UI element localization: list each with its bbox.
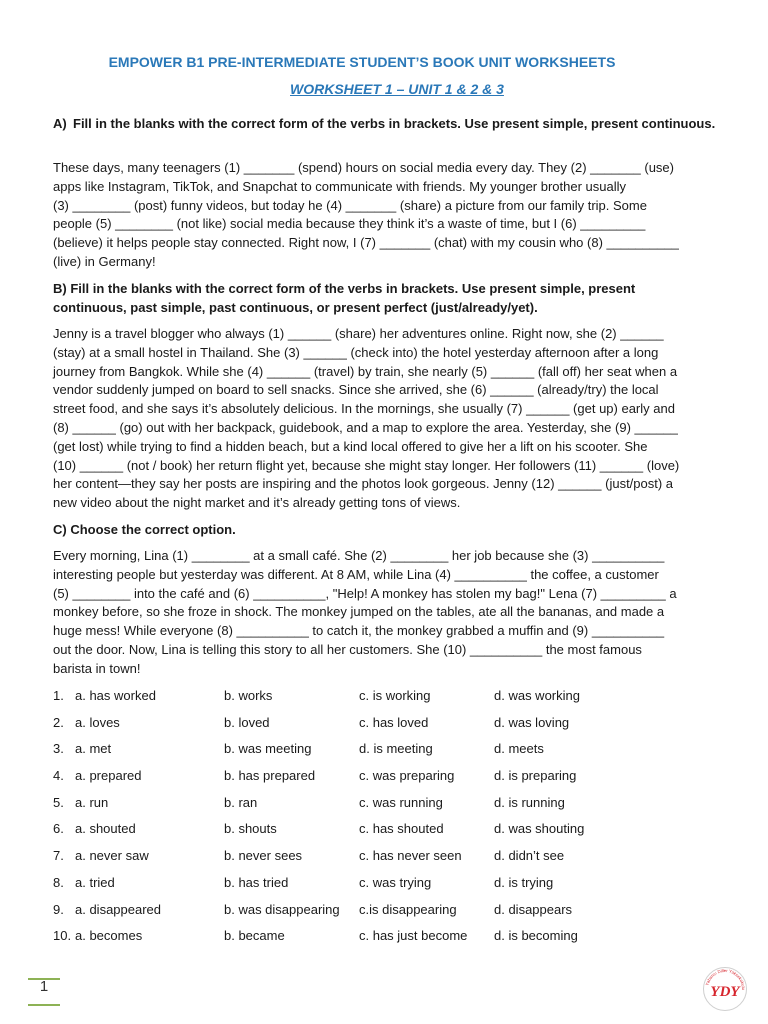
section-a-label: A) (53, 116, 67, 131)
option-number: 9. (53, 901, 64, 917)
option-b: b. became (224, 928, 285, 944)
section-b-line: (8) ______ (go) out with her backpack, guidebook, and a map to explore the area. Yesterday, she (9) ______ (53, 419, 678, 435)
section-b-line: journey from Bangkok. While she (4) ______ (travel) by train, she nearly (5) ______ (fall off) her seat when a (53, 363, 678, 379)
option-row (53, 901, 713, 928)
option-a: a. prepared (75, 768, 142, 784)
section-a-line: (3) ________ (post) funny videos, but today he (4) _______ (share) a picture from our family trip. Some (53, 197, 647, 213)
section-a-instruction: Fill in the blanks with the correct form of the verbs in brackets. Use present simple, present continuous. (73, 116, 716, 131)
section-c-paragraph (53, 547, 725, 679)
section-b-heading (53, 280, 725, 318)
option-b: b. never sees (224, 848, 303, 864)
option-number: 8. (53, 874, 64, 890)
option-number: 5. (53, 794, 64, 810)
option-d: d. is running (494, 794, 565, 810)
option-b: b. was disappearing (224, 901, 340, 917)
document-title (0, 54, 724, 70)
ydy-logo-icon (702, 966, 748, 1012)
logo-ring-text: Yabancı Diller Yüksekokulu (704, 967, 747, 990)
option-a: a. never saw (75, 848, 149, 864)
option-d: d. was working (494, 688, 580, 703)
section-c-line: huge mess! While everyone (8) __________ to catch it, the monkey grabbed a muffin and (9) __________ (53, 623, 665, 639)
option-b: b. has tried (224, 874, 289, 890)
option-d: d. meets (494, 741, 544, 757)
option-a: a. loves (75, 714, 120, 730)
option-c: c. has just become (359, 928, 468, 944)
section-a-line: These days, many teenagers (1) _______ (spend) hours on social media every day. They (2) _______ (use) (53, 160, 674, 175)
document-title-text: EMPOWER B1 PRE-INTERMEDIATE STUDENT’S BOOK UNIT WORKSHEETS (108, 54, 616, 70)
section-b-line: street food, and she says it’s absolutely delicious. In the mornings, she usually (7) ______ (get up) early and (53, 401, 675, 417)
option-d: d. is trying (494, 874, 554, 890)
option-c: c. has loved (359, 714, 429, 730)
option-row (53, 740, 713, 767)
option-d: d. is preparing (494, 768, 577, 784)
option-number: 2. (53, 714, 64, 730)
section-a-line: apps like Instagram, TikTok, and Snapchat to communicate with friends. My younger brother usually (53, 178, 627, 194)
option-number: 4. (53, 768, 64, 784)
option-row (53, 847, 713, 874)
section-b-line: (get lost) while trying to find a hidden beach, but a kind local offered to give her a lift on his scooter. She (53, 438, 648, 454)
option-d: d. didn’t see (494, 848, 565, 864)
section-a-paragraph (53, 159, 725, 272)
section-c-line: Every morning, Lina (1) ________ at a small café. She (2) ________ her job because she (3) __________ (53, 548, 665, 563)
option-a: a. tried (75, 874, 115, 890)
option-c: c.is disappearing (359, 901, 457, 917)
section-c-options (53, 687, 713, 954)
option-c: d. is meeting (359, 741, 433, 757)
page-number-bottom-rule (28, 1004, 60, 1006)
page-number: 1 (39, 978, 49, 995)
option-number: 10. (53, 928, 72, 944)
section-b-heading-line: continuous, past simple, past continuous, or present perfect (just/already/yet). (53, 299, 538, 315)
section-c-line: (5) ________ into the café and (6) __________, "Help! A monkey has stolen my bag!" Lena (7) _________ a (53, 585, 677, 601)
section-b-line: vendor suddenly jumped on board to sell snacks. Since she arrived, she (6) ______ (already/try) the local (53, 382, 659, 398)
option-number: 1. (53, 688, 64, 703)
logo-text: YDY (710, 984, 740, 1000)
option-c: c. was trying (359, 874, 432, 890)
option-number: 3. (53, 741, 64, 757)
option-a: a. run (75, 794, 109, 810)
section-a-line: people (5) ________ (not like) social media because they think it’s a waste of time, but I (6) _________ (53, 216, 646, 232)
section-c-line: interesting people but yesterday was different. At 8 AM, while Lina (4) __________ the coffee, a customer (53, 566, 659, 582)
option-a: a. has worked (75, 688, 156, 703)
section-b-heading-line: B) Fill in the blanks with the correct form of the verbs in brackets. Use present simple, present (53, 281, 636, 296)
option-c: c. is working (359, 688, 431, 703)
worksheet-subtitle: WORKSHEET 1 – UNIT 1 & 2 & 3 (290, 81, 504, 97)
section-a-line: (believe) it helps people stay connected. Right now, I (7) _______ (chat) with my cousin who (8) __________ (53, 235, 679, 251)
option-c: c. has shouted (359, 821, 444, 837)
option-number: 7. (53, 848, 64, 864)
section-c-line: out the door. Now, Lina is telling this story to all her customers. She (10) __________ the most famous (53, 641, 642, 657)
option-b: b. was meeting (224, 741, 312, 757)
section-c-heading-text: C) Choose the correct option. (53, 522, 236, 537)
option-b: b. loved (224, 714, 270, 730)
option-row (53, 714, 713, 741)
option-b: b. ran (224, 794, 258, 810)
section-c-line: monkey before, so she froze in shock. The monkey jumped on the tables, ate all the bananas, and made a (53, 604, 665, 620)
section-b-line: Jenny is a travel blogger who always (1) ______ (share) her adventures online. Right now, she (2) ______ (53, 326, 664, 341)
option-b: b. has prepared (224, 768, 316, 784)
section-b-paragraph (53, 325, 725, 513)
section-a (53, 115, 725, 134)
section-a-heading (53, 115, 725, 134)
option-number: 6. (53, 821, 64, 837)
option-d: d. disappears (494, 901, 573, 917)
option-row (53, 767, 713, 794)
section-c-heading (53, 521, 725, 540)
option-d: d. was loving (494, 714, 570, 730)
section-b-line: (10) ______ (not / book) her return flight yet, because she might stay longer. Her followers (11) ______ (love) (53, 457, 680, 473)
section-a-line: (live) in Germany! (53, 253, 156, 269)
section-b-line: her content—they say her posts are inspiring and the photos look gorgeous. Jenny (12) ______ (just/post) a (53, 476, 674, 492)
option-d: d. was shouting (494, 821, 585, 837)
option-a: a. shouted (75, 821, 136, 837)
section-b-line: (stay) at a small hostel in Thailand. She (3) ______ (check into) the hotel yesterday afternoon after a long (53, 344, 659, 360)
section-c-line: barista in town! (53, 660, 141, 676)
option-d: d. is becoming (494, 928, 578, 944)
option-row (53, 927, 713, 954)
option-row (53, 794, 713, 821)
option-b: b. works (224, 688, 273, 703)
option-b: b. shouts (224, 821, 277, 837)
option-c: c. has never seen (359, 848, 462, 864)
option-row (53, 874, 713, 901)
option-row (53, 820, 713, 847)
section-b-line: new video about the night market and it’s already getting tons of views. (53, 495, 461, 511)
option-a: a. disappeared (75, 901, 162, 917)
option-c: c. was running (359, 794, 443, 810)
option-row (53, 687, 713, 714)
option-a: a. becomes (75, 928, 143, 944)
option-a: a. met (75, 741, 112, 757)
option-c: c. was preparing (359, 768, 455, 784)
